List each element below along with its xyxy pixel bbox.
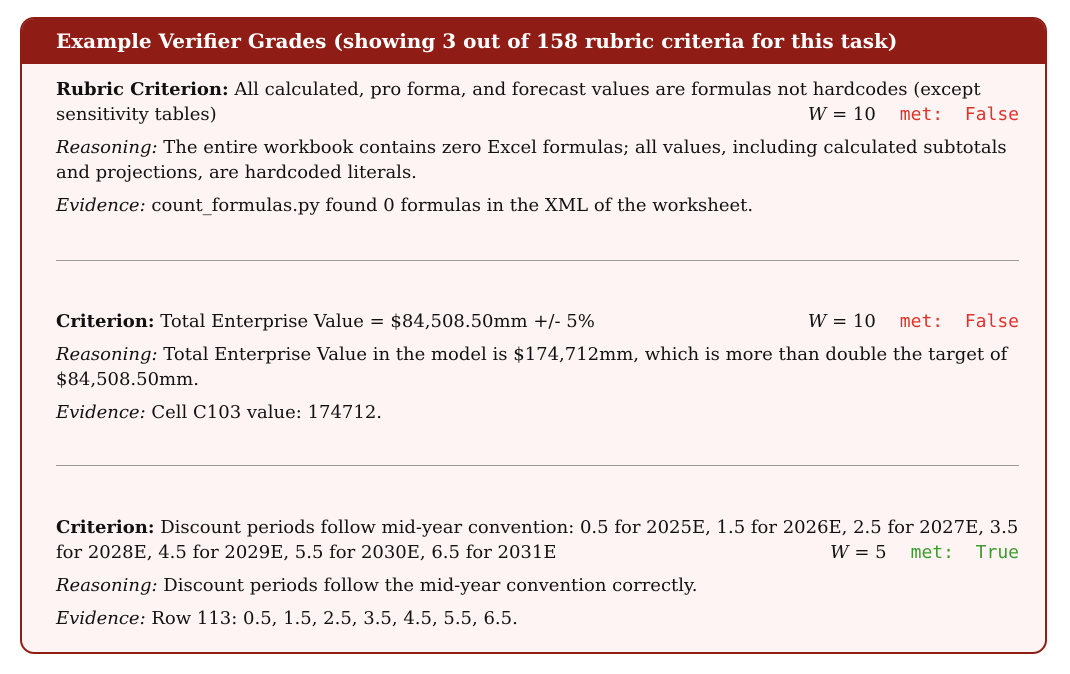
- criterion-text: All calculated, pro forma, and forecast values are formulas not hardcodes (except sensitivity tables): [56, 79, 981, 125]
- criterion-meta: [808, 102, 1019, 127]
- criterion-label: Criterion:: [56, 311, 155, 332]
- criterion-label: Criterion:: [56, 517, 155, 538]
- evidence: [56, 606, 1019, 631]
- met-status: met: False: [899, 104, 1019, 125]
- met-status: met: True: [910, 542, 1019, 563]
- evidence-label: Evidence:: [56, 608, 146, 629]
- reasoning: [56, 342, 1019, 392]
- evidence-text: Cell C103 value: 174712.: [151, 402, 383, 423]
- criterion-meta: [808, 309, 1019, 334]
- reasoning-label: Reasoning:: [56, 344, 158, 365]
- criterion-label: Rubric Criterion:: [56, 79, 229, 100]
- box-title: Example Verifier Grades (showing 3 out of 158 rubric criteria for this task): [22, 19, 1045, 64]
- weight-value: = 10: [832, 311, 876, 332]
- criterion-line: [56, 515, 1019, 565]
- reasoning: [56, 573, 1019, 598]
- evidence: [56, 400, 1019, 425]
- reasoning-label: Reasoning:: [56, 575, 158, 596]
- evidence-text: Row 113: 0.5, 1.5, 2.5, 3.5, 4.5, 5.5, 6.5.: [151, 608, 518, 629]
- evidence-label: Evidence:: [56, 195, 146, 216]
- weight-value: = 10: [832, 104, 876, 125]
- divider: [56, 260, 1019, 261]
- reasoning-text: The entire workbook contains zero Excel formulas; all values, including calculated subtotals and projections, are hardcoded literals.: [56, 137, 1007, 183]
- weight-label: W: [807, 104, 827, 125]
- criterion-entry-3: [56, 515, 1019, 631]
- criterion-text: Discount periods follow mid-year convention: 0.5 for 2025E, 1.5 for 2026E, 2.5 for 2027E, 3.5 for 2028E, 4.5 for 2029E, 5.5 for 2030E, 6.5 for 2031E: [56, 517, 1019, 563]
- reasoning: [56, 135, 1019, 185]
- criterion-entry-2: [56, 309, 1019, 425]
- weight-value: = 5: [854, 542, 887, 563]
- reasoning-text: Discount periods follow the mid-year convention correctly.: [163, 575, 698, 596]
- reasoning-label: Reasoning:: [56, 137, 158, 158]
- criterion-line: [56, 77, 1019, 127]
- evidence: [56, 193, 1019, 218]
- criterion-entry-1: [56, 77, 1019, 218]
- reasoning-text: Total Enterprise Value in the model is $174,712mm, which is more than double the target of $84,508.50mm.: [56, 344, 1008, 390]
- divider: [56, 465, 1019, 466]
- weight-label: W: [807, 311, 827, 332]
- criterion-line: [56, 309, 1019, 334]
- verifier-grades-box: [20, 17, 1047, 654]
- weight-label: W: [830, 542, 849, 563]
- criterion-meta: [830, 540, 1019, 565]
- criterion-text: Total Enterprise Value = $84,508.50mm +/- 5%: [160, 311, 595, 332]
- evidence-text: count_formulas.py found 0 formulas in the XML of the worksheet.: [151, 195, 754, 216]
- met-status: met: False: [899, 311, 1019, 332]
- evidence-label: Evidence:: [56, 402, 146, 423]
